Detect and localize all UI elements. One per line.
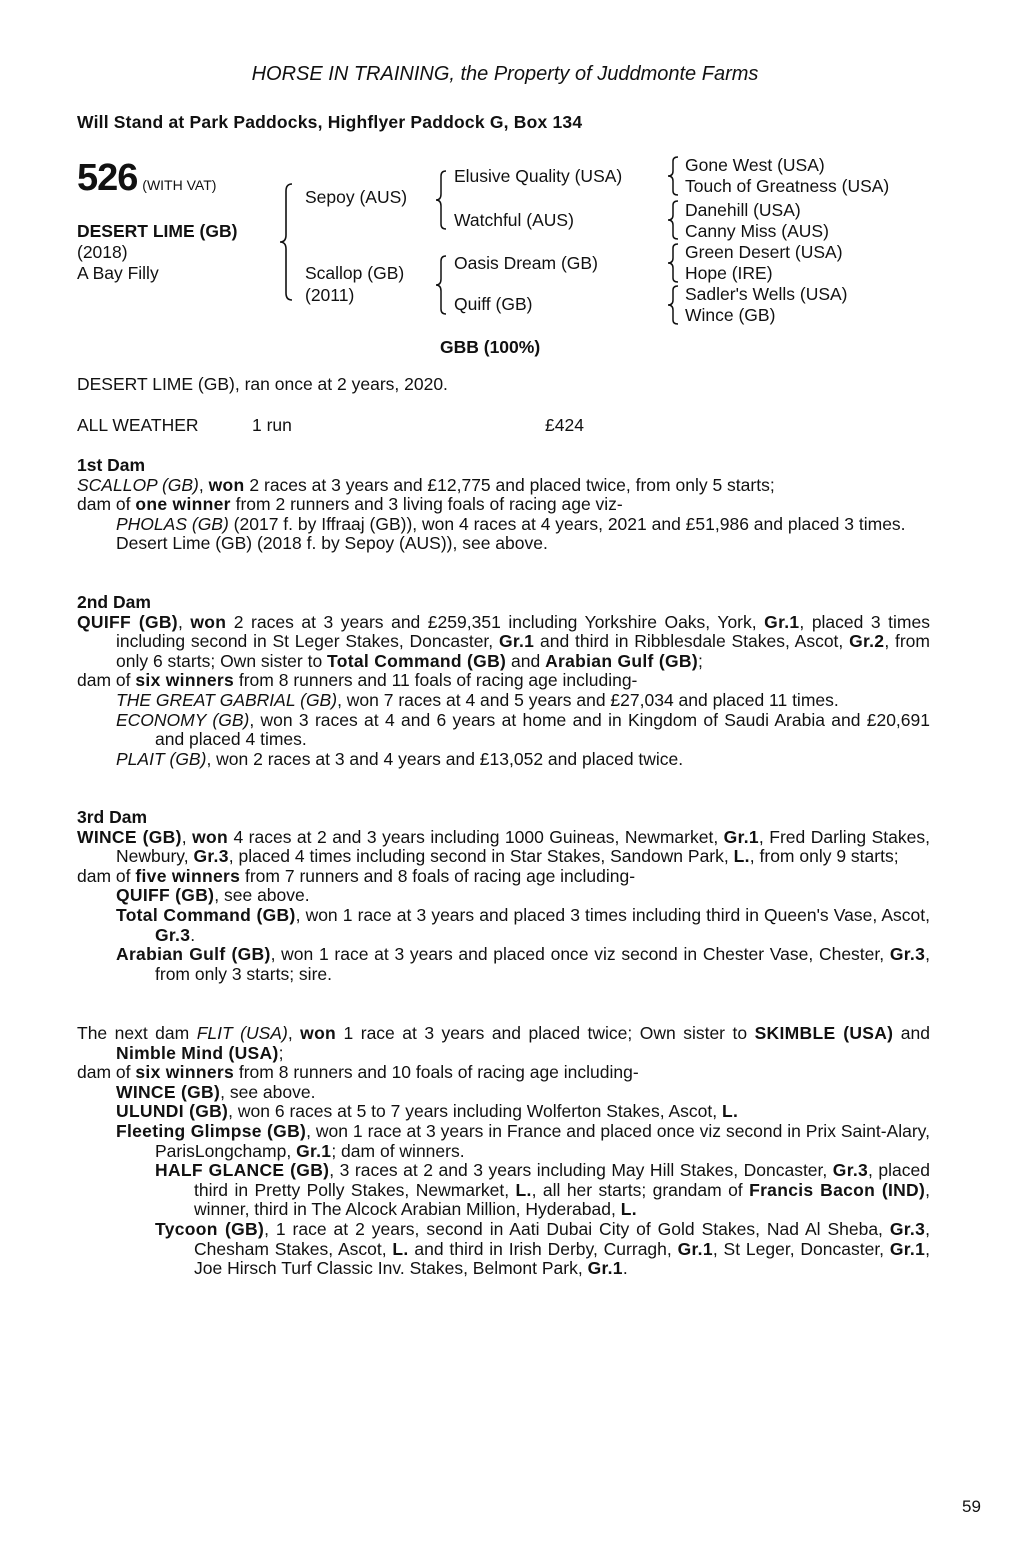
bold-text: WINCE (GB) [77,826,182,847]
bold-text: Gr.3 [889,1218,926,1239]
italic-text: ECONOMY (GB) [116,709,250,730]
text-run: (2017 f. by Iffraaj (GB)), won 4 races at 4 years, 2021 and £51,986 and placed 3 times. [228,513,906,534]
pedigree-paragraph [77,515,930,535]
pedigree-paragraph [77,1063,930,1083]
text-run: , 3 races at 2 and 3 years including May Hill Stakes, Doncaster, [329,1160,833,1181]
horse-description: A Bay Filly [77,263,159,283]
pedigree-paragraph [77,534,930,554]
dam-section-3 [77,808,930,984]
text-run: , all her starts; grandam of [531,1179,750,1200]
bold-text: Gr.2 [849,631,885,652]
bold-text: QUIFF (GB) [77,611,178,632]
text-run: , from only 3 starts; sire. [155,944,930,984]
bold-text: five winners [135,865,241,886]
bold-text: Total Command (GB) [327,650,507,671]
pedigree-gen3: Sadler's Wells (USA) [685,284,848,304]
bold-text: L. [392,1238,409,1259]
pedigree-gen2: Elusive Quality (USA) [454,166,623,186]
bold-text: Fleeting Glimpse (GB) [116,1120,307,1141]
text-run: . [190,924,196,945]
vat-note: (WITH VAT) [142,177,217,193]
text-run: from 2 runners and 3 living foals of racing age viz- [230,494,623,515]
bold-text: Gr.1 [587,1258,623,1279]
race-earnings: £424 [545,415,584,435]
text-run: , won 6 races at 5 to 7 years including Wolferton Stakes, Ascot, [228,1101,722,1122]
pedigree-paragraph [77,1102,930,1122]
bold-text: Gr.1 [296,1140,332,1161]
text-run: , placed third in Pretty Polly Stakes, Newmarket, [194,1160,930,1200]
bold-text: Gr.1 [889,1238,926,1259]
bold-text: Gr.3 [155,924,191,945]
pedigree-paragraph [77,1024,930,1063]
bold-text: L. [733,846,750,867]
dam-section-2 [77,593,930,769]
text-run: and [506,650,546,671]
race-surface: ALL WEATHER [77,415,199,435]
bold-text: QUIFF (GB) [116,885,215,906]
pedigree-brace-icon [666,200,682,240]
bold-text: ULUNDI (GB) [116,1101,229,1122]
bold-text: L. [620,1199,637,1220]
text-run: , Joe Hirsch Turf Classic Inv. Stakes, Belmont Park, [194,1238,931,1279]
pedigree-gen3: Hope (IRE) [685,263,773,283]
pedigree-dam-year: (2011) [305,285,355,305]
italic-text: PHOLAS (GB) [116,513,229,534]
bold-text: Nimble Mind (USA) [116,1042,279,1063]
bold-text: Arabian Gulf (GB) [116,944,271,965]
pedigree-brace-icon [666,243,682,283]
pedigree-paragraph [77,671,930,691]
text-run: , St Leger, Doncaster, [712,1238,890,1259]
pedigree-brace-icon [278,183,298,301]
bold-text: won [300,1023,337,1043]
text-run: dam of [77,1062,136,1083]
text-run: from 8 runners and 11 foals of racing age including- [234,670,638,691]
pedigree-paragraph [77,495,930,515]
pedigree-paragraph [77,906,930,945]
text-run: and third in Ribblesdale Stakes, Ascot, [534,631,850,652]
bold-text: L. [515,1179,532,1200]
italic-text: SCALLOP (GB) [77,474,199,495]
text-run: , [181,826,193,847]
next-dam-section [77,1024,930,1279]
text-run: , 1 race at 2 years, second in Aati Dubai City of Gold Stakes, Nad Al Sheba, [264,1218,890,1239]
text-run: ; dam of winners. [331,1140,465,1161]
pedigree-paragraph [77,691,930,711]
text-run: , Chesham Stakes, Ascot, [194,1218,930,1259]
text-run: , see above. [220,1081,316,1102]
pedigree-paragraph [77,828,930,867]
horse-name: DESERT LIME (GB) [77,221,238,241]
text-run: , won 7 races at 4 and 5 years and £27,034 and placed 11 times. [337,689,839,710]
bold-text: won [208,474,245,495]
bold-text: won [192,826,228,847]
text-run: , placed 4 times including second in Star Stakes, Sandown Park, [228,846,734,867]
text-run: dam of [77,494,136,515]
pedigree-sire: Sepoy (AUS) [305,187,408,207]
pedigree-gen2: Quiff (GB) [454,294,533,314]
text-run: , won 2 races at 3 and 4 years and £13,052 and placed twice. [206,748,684,769]
pedigree-paragraph [77,1122,930,1161]
italic-text: FLIT (USA) [196,1023,288,1043]
bold-text: Gr.3 [889,944,926,965]
text-run: 1 race at 3 years and placed twice; Own sister to [336,1023,755,1043]
italic-text: PLAIT (GB) [116,748,207,769]
page-number: 59 [962,1497,981,1516]
stand-location: Will Stand at Park Paddocks, Highflyer Paddock G, Box 134 [77,112,583,132]
bold-text: six winners [135,1062,234,1083]
text-run: , see above. [214,885,310,906]
pedigree-gen3: Green Desert (USA) [685,242,843,262]
text-run: The next dam [77,1023,197,1043]
pedigree-paragraph [77,886,930,906]
breeding-code: GBB (100%) [440,337,541,357]
text-run: , won 3 races at 4 and 6 years at home and in Kingdom of Saudi Arabia and £20,691 and placed 4 times. [155,709,930,750]
text-run: , Fred Darling Stakes, Newbury, [116,826,930,867]
pedigree-brace-icon [434,255,450,315]
lot-number: 526 [77,157,138,199]
pedigree-paragraph [77,867,930,887]
text-run: Desert Lime (GB) (2018 f. by Sepoy (AUS)), see above. [116,533,548,554]
text-run: from 8 runners and 10 foals of racing age including- [234,1062,639,1083]
pedigree-paragraph [77,1220,930,1279]
text-run: dam of [77,865,136,886]
text-run: , placed 3 times including second in St Leger Stakes, Doncaster, [116,611,930,652]
pedigree-paragraph [77,711,930,750]
race-runs: 1 run [252,415,292,435]
text-run: ; [278,1042,284,1063]
bold-text: HALF GLANCE (GB) [155,1160,330,1181]
text-run: , won 1 race at 3 years and placed 3 times including third in Queen's Vase, Ascot, [295,904,931,925]
text-run: , won 1 race at 3 years and placed once viz second in Chester Vase, Chester, [270,944,890,965]
text-run: . [622,1258,628,1279]
pedigree-dam: Scallop (GB) [305,263,405,283]
bold-text: six winners [135,670,234,691]
pedigree-gen3: Gone West (USA) [685,155,825,175]
bold-text: Gr.3 [832,1160,869,1181]
section-heading: 2nd Dam [77,592,151,612]
pedigree-brace-icon [666,285,682,325]
pedigree-gen2: Oasis Dream (GB) [454,253,598,273]
text-run: , won 1 race at 3 years in France and placed once viz second in Prix Saint-Alary, ParisLongchamp, [155,1120,930,1161]
text-run: 2 races at 3 years and £259,351 including Yorkshire Oaks, York, [226,611,765,632]
text-run: and [893,1023,930,1043]
pedigree-gen3: Touch of Greatness (USA) [685,176,890,196]
dam-section-1 [77,456,930,554]
page-title: HORSE IN TRAINING, the Property of Juddmonte Farms [251,63,759,85]
pedigree-gen3: Canny Miss (AUS) [685,221,829,241]
bold-text: Francis Bacon (IND) [749,1179,926,1200]
text-run: , from only 9 starts; [749,846,899,867]
pedigree-paragraph [77,1161,930,1220]
pedigree-paragraph [77,613,930,672]
bold-text: Gr.1 [764,611,800,632]
pedigree-brace-icon [666,156,682,196]
text-run: , from only 6 starts; Own sister to [116,631,930,671]
text-run: , winner, third in The Alcock Arabian Million, Hyderabad, [194,1179,930,1220]
bold-text: Gr.1 [723,826,759,847]
bold-text: Gr.3 [193,846,229,867]
italic-text: THE GREAT GABRIAL (GB) [116,689,338,710]
text-run: , [287,1023,301,1043]
pedigree-paragraph [77,945,930,984]
text-run: 4 races at 2 and 3 years including 1000 Guineas, Newmarket, [227,826,724,847]
bold-text: Arabian Gulf (GB) [545,650,698,671]
bold-text: L. [722,1101,739,1122]
bold-text: SKIMBLE (USA) [754,1023,894,1043]
race-summary: DESERT LIME (GB), ran once at 2 years, 2020. [77,374,448,394]
pedigree-paragraph [77,476,930,496]
bold-text: Total Command (GB) [116,904,296,925]
horse-year: (2018) [77,242,128,262]
pedigree-paragraph [77,1083,930,1103]
text-run: , [198,474,209,495]
bold-text: Gr.1 [498,631,535,652]
pedigree-gen3: Wince (GB) [685,305,776,325]
bold-text: Gr.1 [677,1238,713,1259]
text-run: from 7 runners and 8 foals of racing age including- [240,865,636,886]
bold-text: WINCE (GB) [116,1081,221,1102]
section-heading: 1st Dam [77,455,146,475]
text-run: , [177,611,191,632]
bold-text: one winner [135,494,231,515]
section-heading: 3rd Dam [77,807,148,827]
pedigree-gen3: Danehill (USA) [685,200,801,220]
bold-text: won [190,611,227,632]
pedigree-brace-icon [434,170,450,230]
text-run: ; [697,650,703,671]
text-run: dam of [77,670,136,691]
lot-number-block [77,156,216,207]
bold-text: Tycoon (GB) [155,1218,265,1239]
text-run: and third in Irish Derby, Curragh, [408,1238,678,1259]
text-run: 2 races at 3 years and £12,775 and placed twice, from only 5 starts; [244,474,775,495]
pedigree-paragraph [77,750,930,770]
pedigree-gen2: Watchful (AUS) [454,210,574,230]
